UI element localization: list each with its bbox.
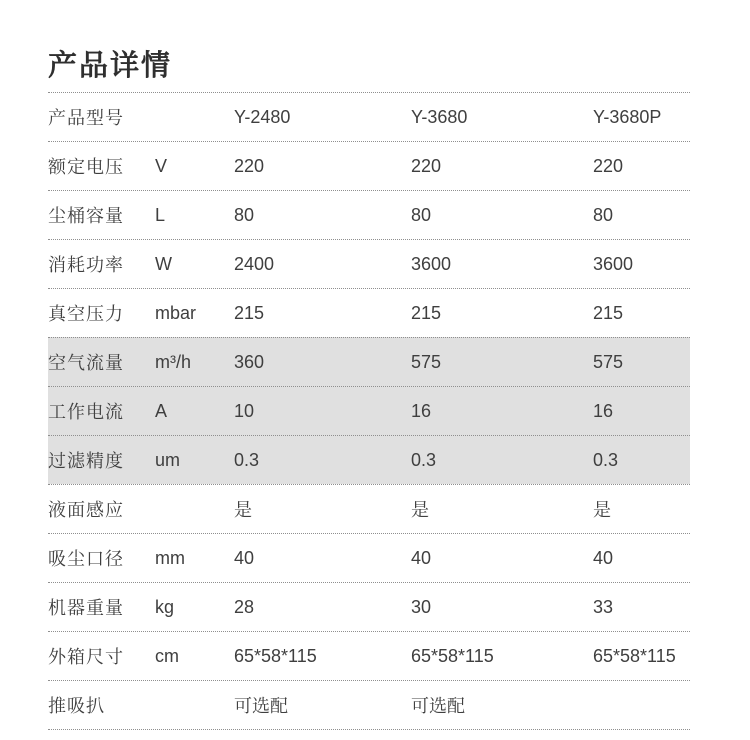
table-row bbox=[48, 337, 690, 386]
row-value: 80 bbox=[411, 204, 432, 225]
row-value: 80 bbox=[593, 204, 614, 225]
row-value: 0.3 bbox=[234, 449, 260, 470]
row-label: 真空压力 bbox=[48, 304, 124, 324]
row-value: 40 bbox=[234, 547, 255, 568]
row-label: 过滤精度 bbox=[48, 451, 124, 471]
row-unit: mbar bbox=[155, 302, 197, 323]
row-value: 10 bbox=[234, 400, 255, 421]
row-value: Y-3680P bbox=[593, 106, 662, 127]
row-unit: W bbox=[155, 253, 172, 274]
row-value: 360 bbox=[234, 351, 265, 372]
row-value: 220 bbox=[411, 155, 442, 176]
row-value: 3600 bbox=[411, 253, 452, 274]
row-value: 是 bbox=[411, 500, 429, 520]
row-value: Y-3680 bbox=[411, 106, 468, 127]
table-row bbox=[48, 92, 690, 141]
row-value: 0.3 bbox=[593, 449, 619, 470]
row-value: 215 bbox=[234, 302, 265, 323]
row-value: 是 bbox=[234, 500, 252, 520]
row-value: 16 bbox=[411, 400, 432, 421]
row-value: 40 bbox=[411, 547, 432, 568]
row-value: 65*58*115 bbox=[234, 645, 317, 666]
page-title: 产品详情 bbox=[48, 50, 173, 83]
row-label: 外箱尺寸 bbox=[48, 647, 124, 667]
table-row bbox=[48, 141, 690, 190]
row-label: 额定电压 bbox=[48, 157, 124, 177]
row-label: 推吸扒 bbox=[48, 696, 105, 716]
table-row bbox=[48, 435, 690, 484]
table-row bbox=[48, 582, 690, 631]
row-label: 机器重量 bbox=[48, 598, 124, 618]
row-unit: A bbox=[155, 400, 168, 421]
table-row bbox=[48, 533, 690, 582]
row-unit: kg bbox=[155, 596, 175, 617]
row-value: 0.3 bbox=[411, 449, 437, 470]
row-value: 可选配 bbox=[411, 696, 465, 716]
row-value: 可选配 bbox=[234, 696, 288, 716]
row-value: 16 bbox=[593, 400, 614, 421]
row-value: 220 bbox=[234, 155, 265, 176]
row-value: 2400 bbox=[234, 253, 275, 274]
row-label: 工作电流 bbox=[48, 402, 124, 422]
row-value: 40 bbox=[593, 547, 614, 568]
row-unit: L bbox=[155, 204, 166, 225]
row-unit: cm bbox=[155, 645, 179, 666]
table-row bbox=[48, 680, 690, 730]
row-value: 65*58*115 bbox=[593, 645, 676, 666]
row-value: 30 bbox=[411, 596, 432, 617]
row-value: 215 bbox=[411, 302, 442, 323]
table-row bbox=[48, 288, 690, 337]
row-unit: um bbox=[155, 449, 181, 470]
row-value: 575 bbox=[593, 351, 624, 372]
table-row bbox=[48, 484, 690, 533]
table-row bbox=[48, 190, 690, 239]
row-value: 215 bbox=[593, 302, 624, 323]
table-row bbox=[48, 386, 690, 435]
table-row bbox=[48, 631, 690, 680]
row-label: 吸尘口径 bbox=[48, 549, 124, 569]
row-unit: m³/h bbox=[155, 351, 191, 372]
row-unit: mm bbox=[155, 547, 185, 568]
row-label: 液面感应 bbox=[48, 500, 124, 520]
row-value: 80 bbox=[234, 204, 255, 225]
row-value: 3600 bbox=[593, 253, 634, 274]
table-row bbox=[48, 239, 690, 288]
row-label: 尘桶容量 bbox=[48, 206, 124, 226]
row-unit: V bbox=[155, 155, 168, 176]
row-label: 空气流量 bbox=[48, 353, 124, 373]
row-value: 是 bbox=[593, 500, 611, 520]
spec-table bbox=[48, 92, 690, 730]
row-value: 28 bbox=[234, 596, 255, 617]
row-value: Y-2480 bbox=[234, 106, 291, 127]
row-value: 575 bbox=[411, 351, 442, 372]
row-value: 65*58*115 bbox=[411, 645, 494, 666]
row-label: 消耗功率 bbox=[48, 255, 124, 275]
row-value: 220 bbox=[593, 155, 624, 176]
row-value: 33 bbox=[593, 596, 614, 617]
row-label: 产品型号 bbox=[48, 108, 124, 128]
